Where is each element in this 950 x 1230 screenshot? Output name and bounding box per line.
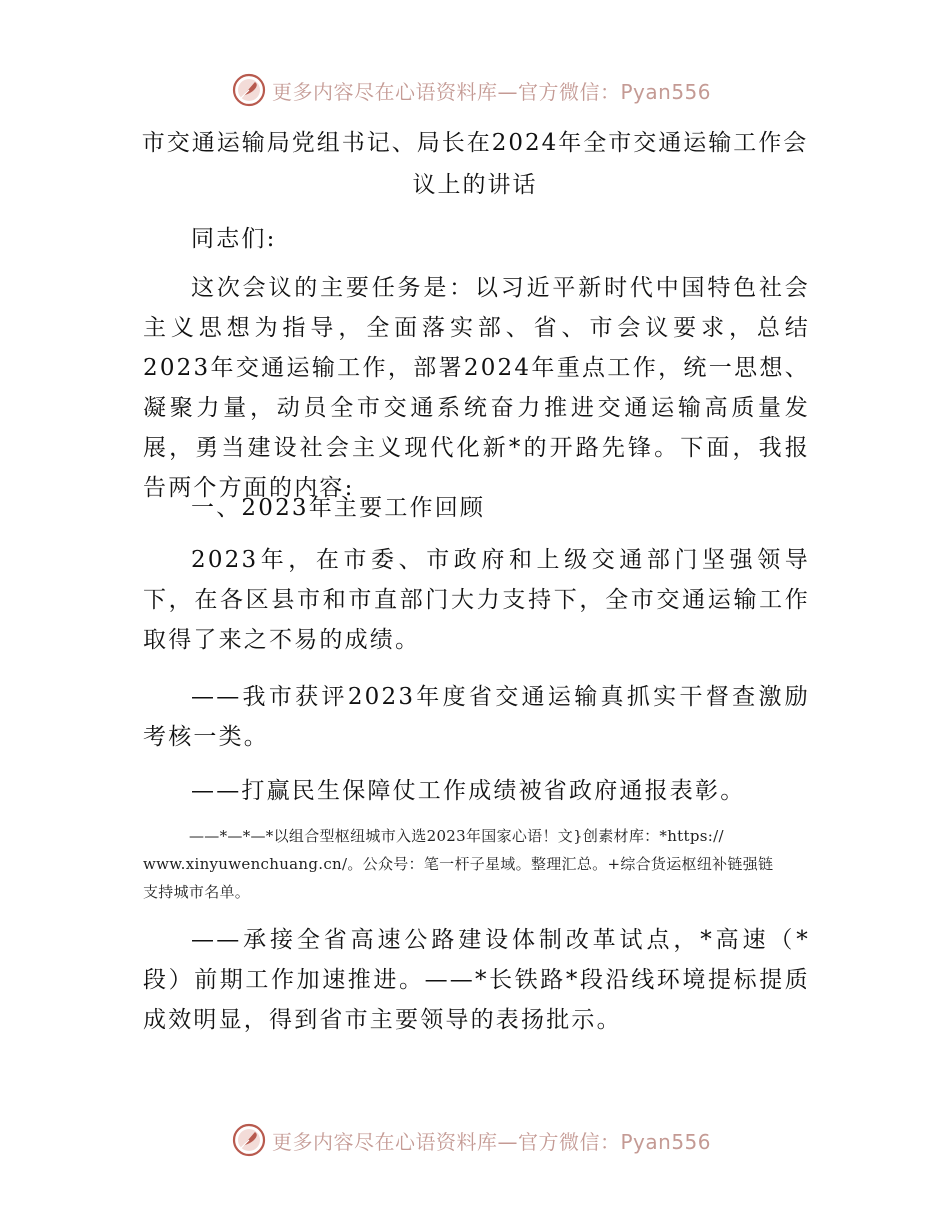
section-heading: 一、2023年主要工作回顾	[191, 495, 486, 521]
note-line-2: www.xinyuwenchuang.cn/。公众号：笔一杆子星域。整理汇总。+综合货运枢纽补链强链	[143, 855, 774, 873]
watermark-text: 更多内容尽在心语资料库—官方微信：Pyan556	[272, 1129, 712, 1154]
note-line-3: 支持城市名单。	[143, 883, 251, 901]
achievement-item-3: ——承接全省高速公路建设体制改革试点，*高速（*段）前期工作加速推进。——*长铁路*段沿线环境提标提质成效明显，得到省市主要领导的表扬批示。	[143, 927, 810, 1033]
document-title	[120, 122, 830, 206]
feather-pen-logo-icon	[232, 73, 266, 107]
intro-paragraph: 这次会议的主要任务是：以习近平新时代中国特色社会主义思想为指导，全面落实部、省、市会议要求，总结2023年交通运输工作，部署2024年重点工作，统一思想、凝聚力量，动员全市交通系统奋力推进交通运输高质量发展，勇当建设社会主义现代化新*的开路先锋。下面，我报告两个方面的内容:	[143, 275, 810, 501]
title-line-2: 议上的讲话	[412, 172, 538, 198]
watermark-text: 更多内容尽在心语资料库—官方微信：Pyan556	[272, 79, 712, 104]
greeting: 同志们:	[191, 226, 277, 252]
section-paragraph: 2023年，在市委、市政府和上级交通部门坚强领导下，在各区县市和市直部门大力支持下，全市交通运输工作取得了来之不易的成绩。	[143, 547, 810, 653]
title-line-1: 市交通运输局党组书记、局长在2024年全市交通运输工作会	[141, 130, 809, 156]
feather-pen-logo-icon	[232, 1123, 266, 1157]
achievement-item-2: ——打赢民生保障仗工作成绩被省政府通报表彰。	[191, 778, 746, 804]
achievement-item-1: ——我市获评2023年度省交通运输真抓实干督查激励考核一类。	[143, 684, 810, 750]
watermark-banner-top	[0, 70, 950, 110]
watermark-banner-bottom	[0, 1120, 950, 1160]
note-line-1: ——*—*—*以组合型枢纽城市入选2023年国家心语！文}创素材库：*https://	[189, 827, 724, 845]
